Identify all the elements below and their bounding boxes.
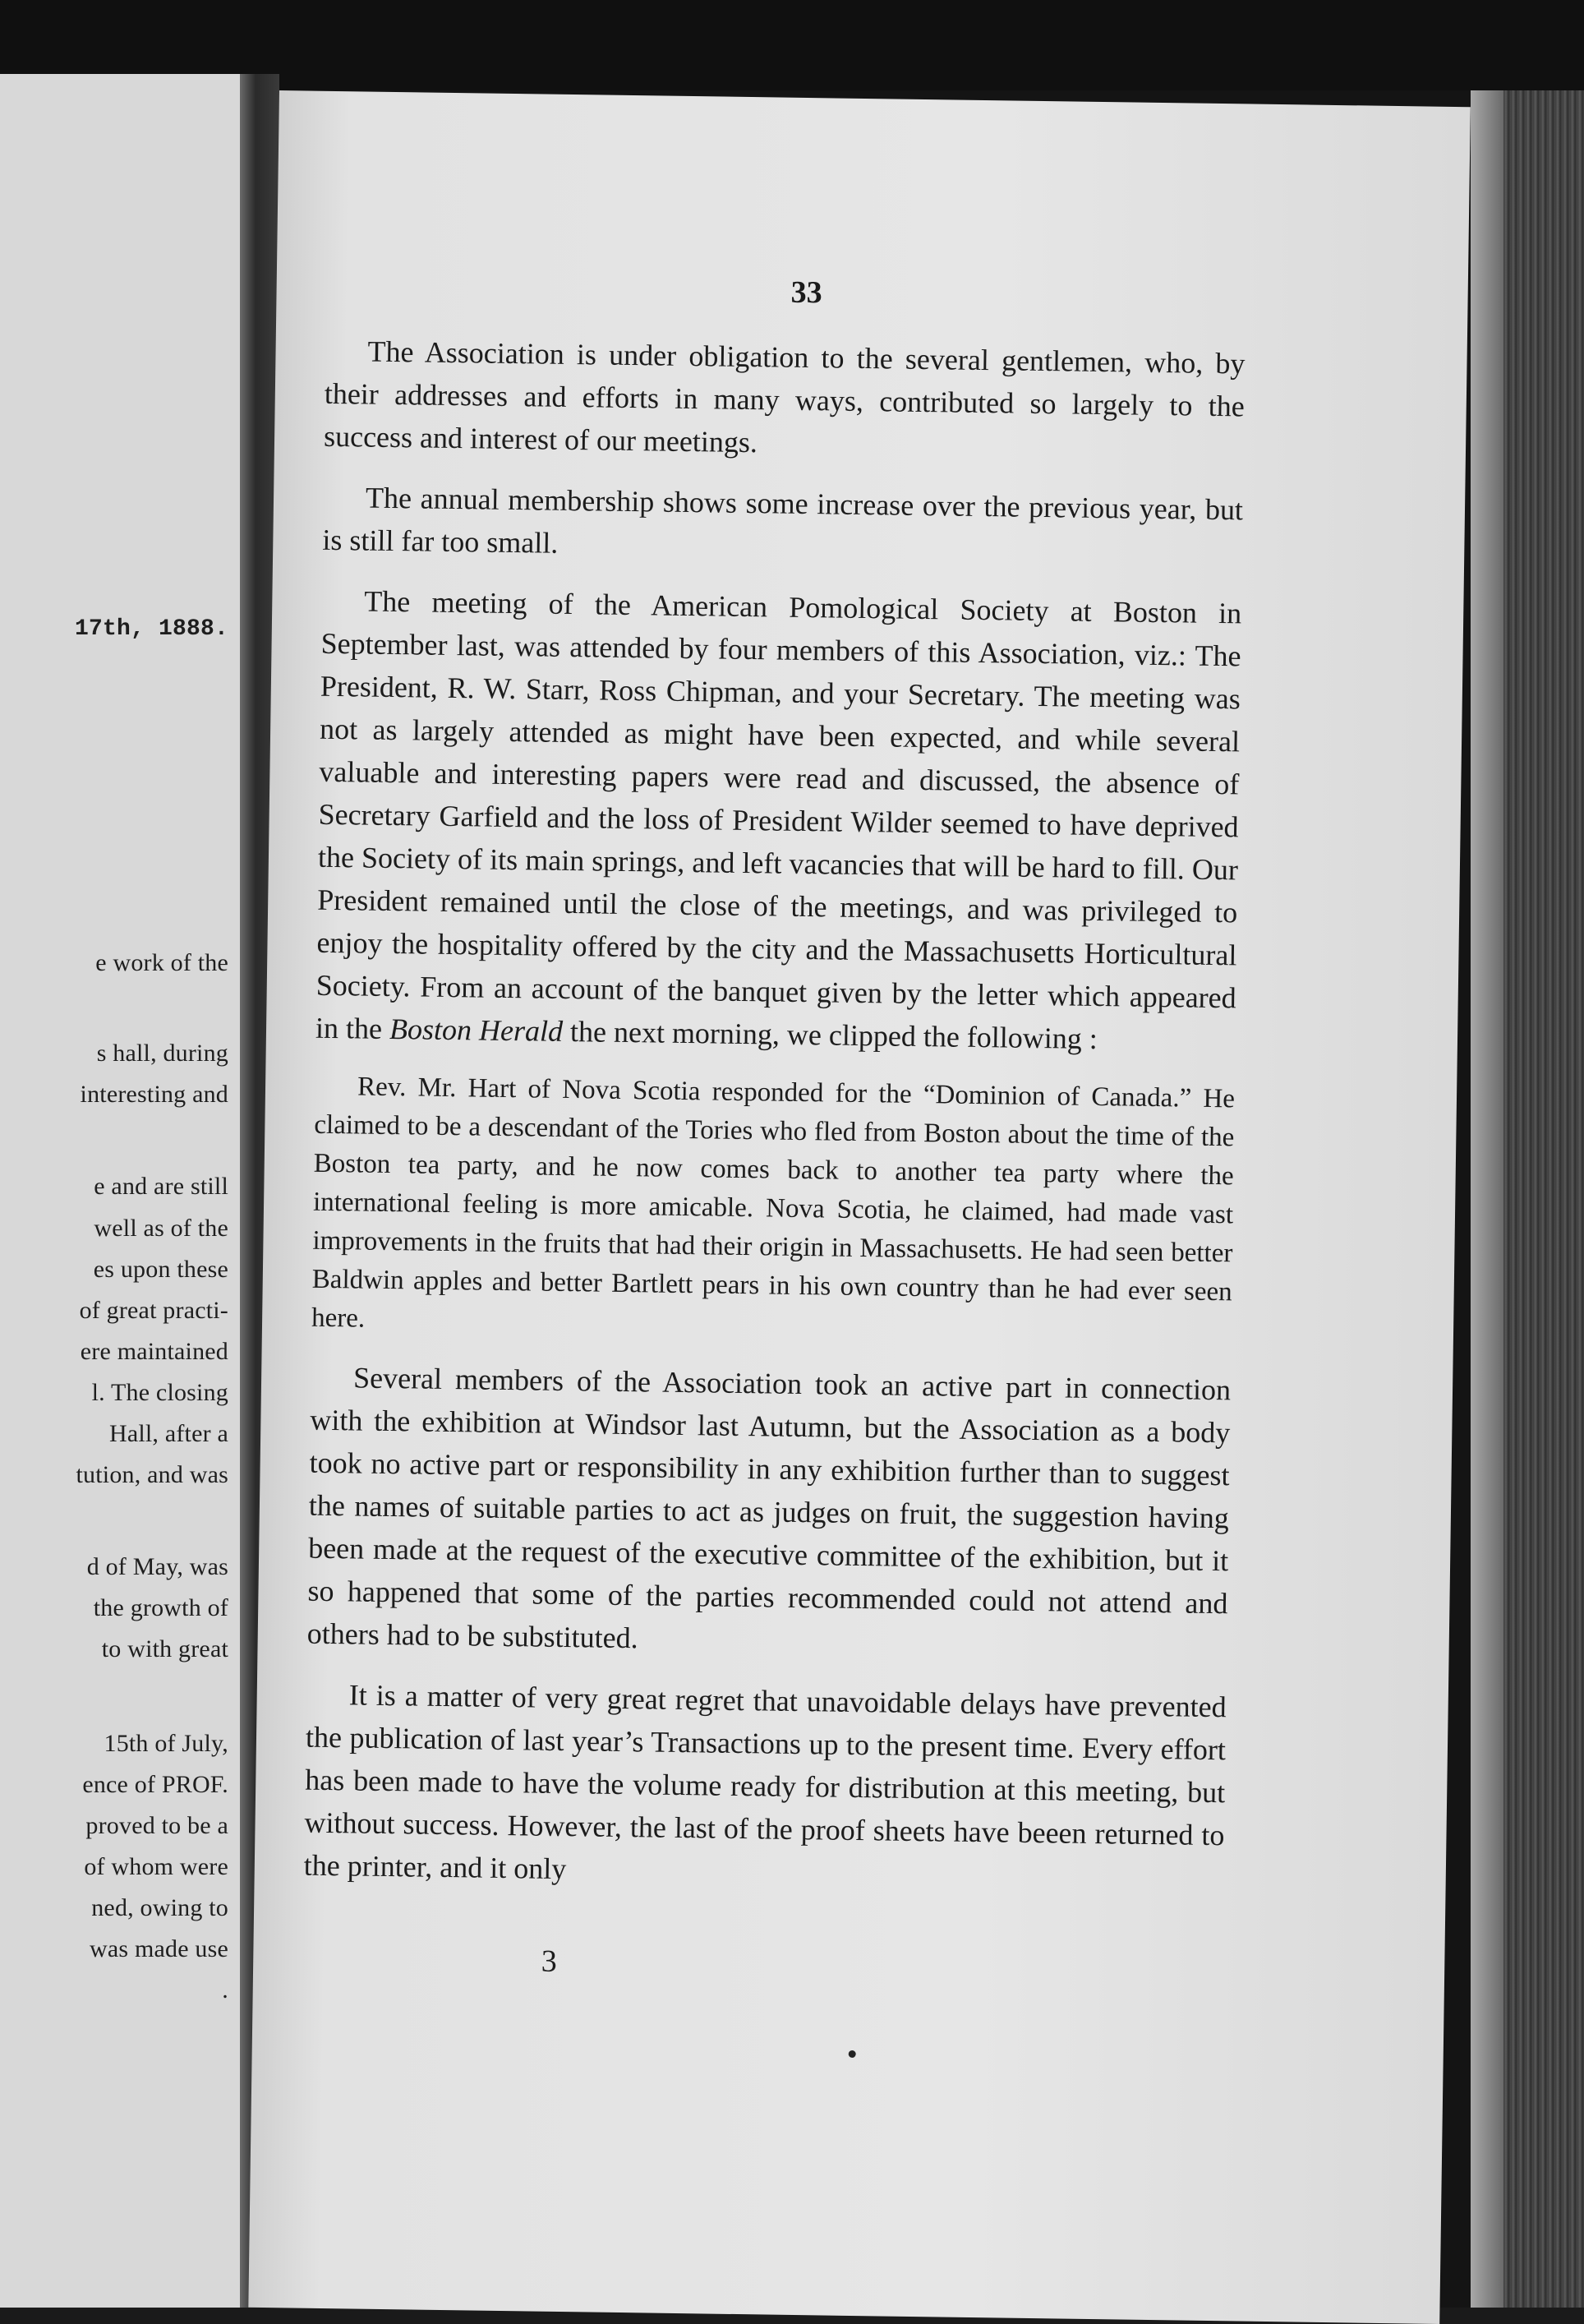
quoted-passage: Rev. Mr. Hart of Nova Scotia responded for the “Dominion of Canada.” He claimed to be a descendant of the Tories who fled from Boston about the time of the Boston tea party, and he now comes back to another tea party where the international feeling is more amicable. Nova Scotia, he claimed, had made vast improvements in the fruits that had their origin in Massachusetts. He had seen better Baldwin apples and better Bartlett pears in his own country than he had ever seen here. (311, 1072, 1236, 1334)
left-line: well as of the (94, 1215, 228, 1242)
paragraph-text: The meeting of the American Pomological Society at Boston in September last, was attended by four members of this Association, viz.: The President, R. W. Starr, Ross Chipman, and your Secretary. The meeting was not as largely attended as might have been expected, and while several valuable and interesting papers were read and discussed, the absence of Secretary Garfield and the loss of President Wilder seemed to have deprived the Society of its main springs, and left vacancies that will be hard to fill. Our President remained until the close of the meetings, and was privileged to enjoy the hospitality offered by the city and the Massachusetts Horticultural Society. From an account of the banquet given by the letter which appeared in the (315, 584, 1242, 1045)
left-line: l. The closing (91, 1379, 228, 1406)
left-line: interesting and (80, 1081, 228, 1108)
left-line: 17th, 1888. (74, 616, 228, 642)
left-line: ned, owing to (91, 1894, 228, 1921)
left-line: the growth of (93, 1594, 228, 1621)
left-line: ence of PROF. (82, 1771, 228, 1798)
newspaper-title: Boston Herald (389, 1012, 564, 1048)
paragraph: The Association is under obligation to the several gentlemen, who, by their addresses and efforts in many ways, contributed so largely to the success and interest of our meetings. (323, 334, 1246, 459)
left-line: was made use (89, 1935, 228, 1962)
left-line: . (222, 1976, 228, 2004)
left-line: d of May, was (86, 1553, 228, 1580)
left-line: tution, and was (76, 1461, 228, 1488)
page-number: 33 (790, 274, 822, 311)
left-line: s hall, during (96, 1040, 228, 1067)
left-line: proved to be a (85, 1812, 228, 1839)
left-line: es upon these (93, 1256, 228, 1283)
left-line: e and are still (94, 1173, 228, 1200)
signature-mark: 3 (541, 1944, 558, 1979)
paragraph-text: the next morning, we clipped the following : (562, 1014, 1098, 1056)
main-page (248, 90, 1471, 2324)
paragraph: It is a matter of very great regret that unavoidable delays have prevented the publication of last year’s Transactions up to the present time. Every effort has been made to have the volume ready for distribution at this meeting, but without success. However, the last of the proof sheets have beeen returned to the printer, and it only (303, 1678, 1227, 1886)
left-line: e work of the (95, 949, 228, 976)
ink-speck (849, 2050, 856, 2058)
left-line: of great practi- (79, 1297, 228, 1324)
page-edge (1471, 90, 1503, 2308)
paragraph: The annual membership shows some increase over the previous year, but is still far too small. (322, 481, 1244, 560)
left-line: of whom were (84, 1853, 228, 1880)
left-line: ere maintained (80, 1338, 228, 1365)
book-page-stack (1503, 90, 1584, 2308)
left-page-fragment (0, 74, 240, 2308)
left-line: Hall, after a (108, 1420, 228, 1447)
paragraph (315, 579, 1242, 1063)
page-text (303, 330, 1246, 1917)
paragraph: Several members of the Association took an active part in connection with the exhibition at Windsor last Autumn, but the Association as a body took no active part or responsibility in any exhibition further than to suggest the names of suitable parties to act as judges on fruit, the suggestion having been made at the request of the executive committee of the exhibition, but it so happened that some of the parties recommended could not attend and others had to be substituted. (306, 1361, 1232, 1655)
left-line: to with great (101, 1635, 228, 1662)
left-line: 15th of July, (104, 1730, 228, 1757)
